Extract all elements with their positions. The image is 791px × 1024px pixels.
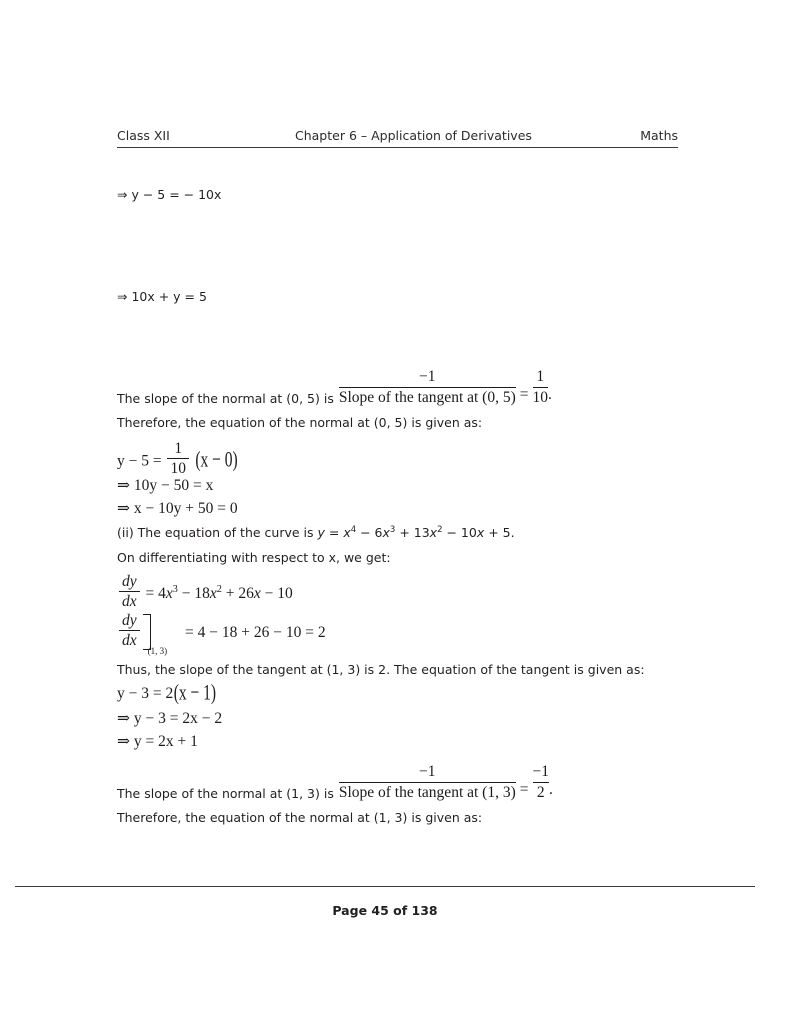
slope-normal-2-numerator: −1	[339, 763, 516, 783]
normal-eq-1-line-2-text: ⇒ 10y − 50 = x	[117, 477, 214, 494]
slope-of-normal-line-2	[117, 763, 553, 802]
header-class-label: Class XII	[117, 128, 170, 143]
slope-normal-2-period: .	[549, 780, 553, 798]
derivative-rhs-x2: x	[209, 585, 217, 603]
slope-normal-1-fraction	[339, 368, 516, 407]
slope-normal-2-equals: =	[519, 780, 529, 798]
tangent-equation-line-1	[117, 680, 217, 706]
derivative-at-point-value: = 4 − 18 + 26 − 10 = 2	[185, 624, 326, 642]
slope-normal-1-lead: The slope of the normal at (0, 5) is	[117, 390, 334, 406]
slope-normal-1-result-fraction	[533, 368, 549, 407]
header-chapter-title: Chapter 6 – Application of Derivatives	[295, 128, 532, 143]
derivative-rhs-x3: x	[253, 585, 261, 603]
equation-line-1-text: ⇒ y − 5 = − 10x	[117, 187, 222, 202]
slope-normal-1-denominator: Slope of the tangent at (0, 5)	[338, 388, 516, 406]
normal-equation-1-line-2	[117, 478, 213, 494]
slope-normal-1-period: .	[548, 385, 552, 403]
derivative-at-point-fraction	[119, 612, 140, 650]
normal-eq-1-fraction-numerator: 1	[167, 440, 189, 459]
page-header	[117, 128, 678, 143]
part-ii-var-y: y	[317, 525, 325, 540]
part-ii-intro-line	[117, 525, 515, 542]
tangent-eq-lhs: y − 3 = 2	[117, 685, 174, 702]
part-ii-var-x3: x	[429, 525, 438, 540]
differentiate-line	[117, 550, 391, 567]
derivative-rhs-term-3: − 10	[260, 585, 293, 603]
normal-eq-1-fraction-denominator: 10	[170, 460, 186, 478]
part-ii-power-1: 4	[350, 524, 357, 535]
normal-eq-1-line-3-text: ⇒ x − 10y + 50 = 0	[117, 500, 238, 517]
header-divider	[117, 147, 678, 148]
tangent-eq-paren: (x − 1)	[173, 680, 217, 706]
footer-divider	[15, 886, 755, 887]
derivative-at-point-numerator: dy	[119, 612, 140, 631]
therefore-line-1-text: Therefore, the equation of the normal at (0, 5) is given as:	[117, 415, 483, 430]
derivative-line	[117, 573, 293, 611]
tangent-eq-line-3-text: ⇒ y = 2x + 1	[117, 733, 198, 750]
slope-normal-2-fraction	[339, 763, 516, 802]
part-ii-var-x2: x	[382, 525, 390, 540]
slope-normal-1-result-denominator: 10	[532, 388, 549, 406]
normal-eq-1-fraction	[167, 440, 189, 478]
slope-of-normal-line-1	[117, 368, 552, 407]
equation-line-1	[117, 187, 221, 204]
part-ii-eq: =	[324, 525, 344, 540]
header-subject-label: Maths	[640, 128, 678, 143]
part-ii-var-x4: x	[476, 525, 485, 540]
derivative-rhs	[146, 585, 293, 602]
slope-normal-1-result-numerator: 1	[533, 368, 549, 388]
therefore-line-2	[117, 810, 482, 827]
derivative-fraction-denominator: dx	[122, 593, 137, 611]
part-ii-prefix: (ii) The equation of the curve is	[117, 525, 318, 540]
slope-normal-1-numerator: −1	[339, 368, 516, 388]
slope-normal-2-result-fraction	[533, 763, 550, 802]
slope-normal-1-equals: =	[519, 385, 529, 403]
tangent-equation-line-2	[117, 711, 222, 727]
normal-eq-1-lhs: y − 5 =	[117, 452, 162, 470]
page-number-footer: Page 45 of 138	[332, 903, 438, 918]
slope-normal-2-lead: The slope of the normal at (1, 3) is	[117, 785, 334, 801]
derivative-rhs-term-1: − 18	[177, 585, 210, 603]
derivative-rhs-x1: x	[165, 585, 173, 603]
part-ii-power-2: 3	[389, 524, 396, 535]
derivative-rhs-eq: = 4	[145, 585, 166, 603]
thus-tangent-line-text: Thus, the slope of the tangent at (1, 3) is 2. The equation of the tangent is given as:	[117, 662, 645, 677]
slope-normal-2-denominator: Slope of the tangent at (1, 3)	[338, 783, 516, 801]
tangent-equation-line-3	[117, 734, 198, 750]
part-ii-power-3: 2	[437, 524, 443, 535]
normal-equation-1-line-3	[117, 501, 238, 517]
normal-equation-1-line-1	[117, 440, 238, 478]
part-ii-var-x1: x	[343, 525, 351, 540]
part-ii-term-2: + 13	[395, 525, 430, 540]
evaluation-point-subscript: (1, 3)	[147, 646, 168, 657]
part-ii-term-1: − 6	[356, 525, 383, 540]
slope-normal-2-result-denominator: 2	[536, 783, 545, 801]
derivative-rhs-power-1: 3	[172, 584, 178, 596]
equation-line-2	[117, 289, 207, 306]
derivative-rhs-power-2: 2	[216, 584, 222, 596]
derivative-fraction	[119, 573, 140, 611]
derivative-at-point-line	[117, 612, 326, 657]
slope-normal-1-expression	[339, 368, 552, 407]
normal-eq-1-rhs: (x − 0)	[195, 448, 238, 473]
derivative-rhs-term-2: + 26	[221, 585, 254, 603]
differentiate-line-text: On differentiating with respect to x, we get:	[117, 550, 391, 565]
equation-line-2-text: ⇒ 10x + y = 5	[117, 289, 207, 304]
part-ii-term-3: − 10	[442, 525, 477, 540]
therefore-line-2-text: Therefore, the equation of the normal at (1, 3) is given as:	[117, 810, 483, 825]
derivative-at-point-denominator: dx	[122, 632, 137, 650]
therefore-line-1	[117, 415, 482, 432]
tangent-eq-line-2-text: ⇒ y − 3 = 2x − 2	[117, 710, 223, 727]
derivative-fraction-numerator: dy	[119, 573, 140, 592]
part-ii-term-4: + 5.	[484, 525, 515, 540]
thus-tangent-line	[117, 662, 645, 679]
slope-normal-2-expression	[339, 763, 553, 802]
slope-normal-2-result-numerator: −1	[533, 763, 550, 783]
